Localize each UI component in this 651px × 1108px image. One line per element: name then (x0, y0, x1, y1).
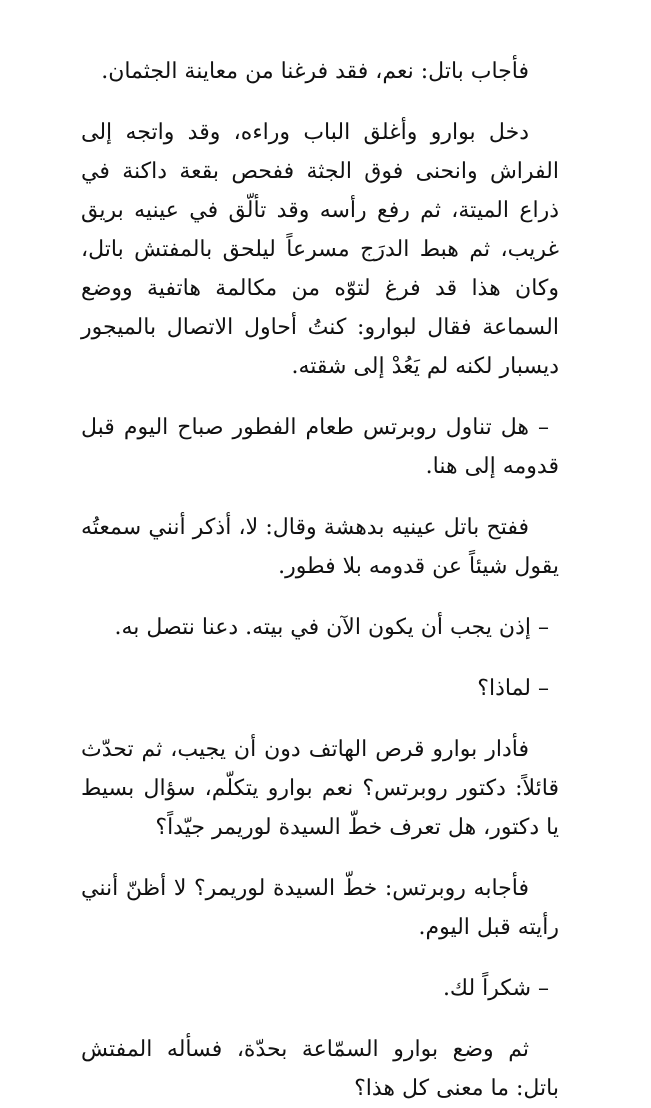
paragraph-10: ثم وضع بوارو السمّاعة بحدّة، فسأله المفتش باتل: ما معنى كل هذا؟ (81, 1037, 559, 1101)
paragraph-2: دخل بوارو وأغلق الباب وراءه، وقد واتجه إلى الفراش وانحنى فوق الجثة ففحص بقعة داكنة في ذراع الميتة، ثم رفع رأسه وقد تألّق في عينيه بريق غريب، ثم هبط الدرَج مسرعاً ليلحق بالمفتش باتل، وكان هذا قد فرغ لتوّه من مكالمة هاتفية ووضع السماعة فقال لبوارو: كنتُ أحاول الاتصال بالميجور ديسبار لكنه لم يَعُدْ إلى شقته. (81, 120, 559, 379)
paragraph-9: – شكراً لك. (442, 976, 549, 1001)
paragraph-6: – لماذا؟ (477, 676, 549, 701)
paragraph-8: فأجابه روبرتس: خطّ السيدة لوريمر؟ لا أظنّ أنني رأيته قبل اليوم. (81, 876, 559, 940)
book-page (81, 52, 559, 1108)
paragraph-3: – هل تناول روبرتس طعام الفطور صباح اليوم قبل قدومه إلى هنا. (81, 415, 559, 479)
paragraph-1: فأجاب باتل: نعم، فقد فرغنا من معاينة الجثمان. (101, 59, 529, 84)
paragraph-5: – إذن يجب أن يكون الآن في بيته. دعنا نتصل به. (114, 615, 549, 640)
paragraph-4: ففتح باتل عينيه بدهشة وقال: لا، أذكر أنني سمعتُه يقول شيئاً عن قدومه بلا فطور. (81, 515, 559, 579)
paragraph-7: فأدار بوارو قرص الهاتف دون أن يجيب، ثم تحدّث قائلاً: دكتور روبرتس؟ نعم بوارو يتكلّم، سؤال بسيط يا دكتور، هل تعرف خطّ السيدة لوريمر جيّداً؟ (81, 737, 559, 840)
